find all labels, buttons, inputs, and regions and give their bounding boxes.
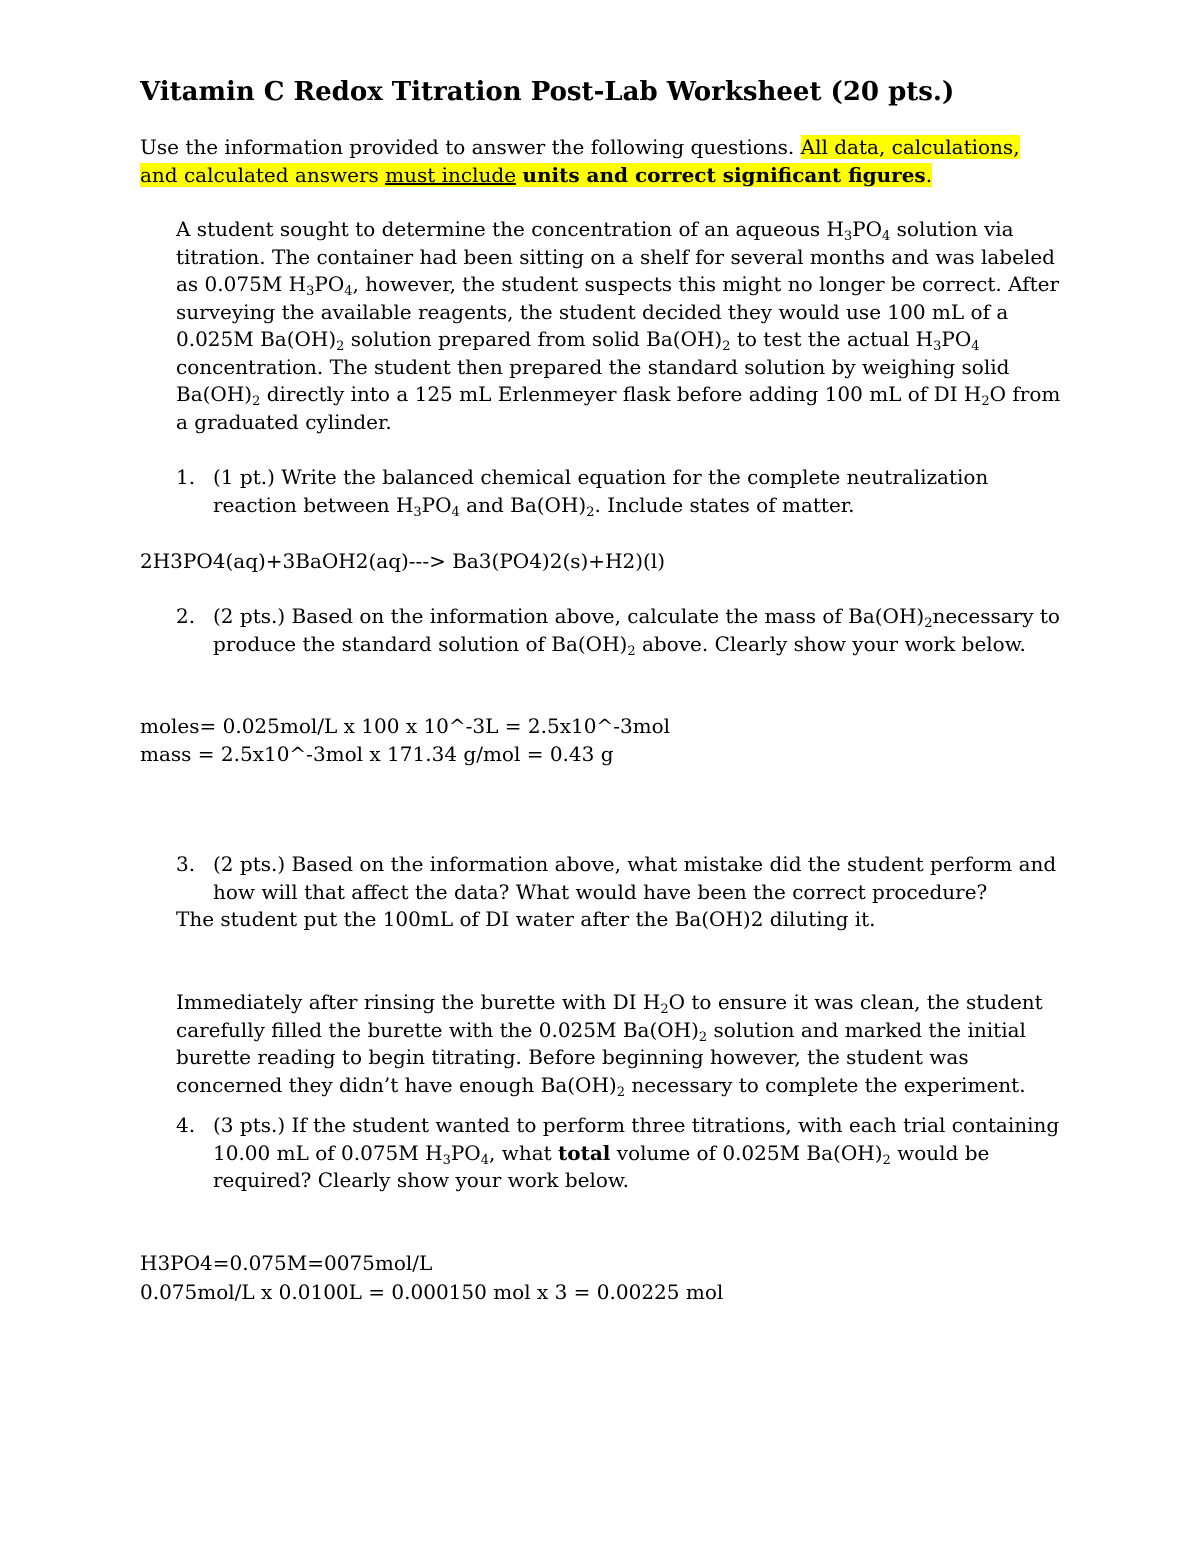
q4-text-1: (3 pts.) If the student wanted to perform three titrations, with each trial containing 10.00 mL of 0.075M H — [213, 1113, 1060, 1165]
para2-text-1: Immediately after rinsing the burette with DI H — [176, 990, 661, 1014]
answer-4-line-2: 0.075mol/L x 0.0100L = 0.000150 mol x 3 = 0.00225 mol — [140, 1280, 724, 1304]
subscript: 4 — [480, 1152, 489, 1168]
subscript: 3 — [843, 229, 853, 244]
page-title: Vitamin C Redox Titration Post-Lab Worksheet (20 pts.) — [140, 77, 955, 107]
intro-text-3: , however, the student suspects this might no longer be correct. After surveying the available reagents, the student decided they would use 100 mL of a 0.025M Ba(OH) — [176, 272, 1060, 351]
subscript: 2 — [336, 339, 345, 354]
subscript: 3 — [306, 284, 315, 299]
subscript: 2 — [981, 394, 990, 409]
q4-text-4: would be required? Clearly show your work below. — [213, 1140, 990, 1192]
intro-paragraph — [176, 216, 1062, 436]
formula-part: PO — [852, 217, 883, 241]
formula-part: PO — [421, 492, 452, 517]
subscript: 2 — [586, 504, 595, 520]
subscript: 3 — [442, 1152, 451, 1168]
q4-text-2: , what — [488, 1140, 559, 1165]
q2-text-1: (2 pts.) Based on the information above, calculate the mass of Ba(OH) — [213, 604, 925, 628]
question-1 — [176, 464, 1066, 519]
highlight-text-a: All data, calculations, and calculated answers — [140, 135, 1020, 187]
subscript: 2 — [924, 616, 933, 631]
question-number: 4. — [176, 1113, 196, 1137]
answer-4-line-1: H3PO4=0.075M=0075mol/L — [140, 1251, 433, 1275]
answer-1: 2H3PO4(aq)+3BaOH2(aq)---> Ba3(PO4)2(s)+H2)(l) — [140, 549, 666, 573]
instructions — [140, 134, 1060, 189]
subscript: 2 — [616, 1084, 625, 1100]
subscript: 3 — [413, 504, 422, 520]
answer-2-line-2: mass = 2.5x10^-3mol x 171.34 g/mol = 0.43 g — [140, 742, 614, 766]
para2-text-4: necessary to complete the experiment. — [624, 1072, 1026, 1097]
formula-part: PO — [941, 327, 972, 351]
burette-paragraph — [176, 989, 1056, 1099]
q2-text-3: above. Clearly show your work below. — [635, 631, 1026, 656]
instructions-text: Use the information provided to answer the following questions. — [140, 135, 801, 159]
answer-3: The student put the 100mL of DI water after the Ba(OH)2 diluting it. — [176, 907, 876, 931]
subscript: 3 — [933, 339, 942, 354]
subscript: 2 — [627, 643, 636, 659]
question-2 — [176, 603, 1066, 658]
question-4 — [176, 1112, 1066, 1195]
intro-text-8: O from a graduated cylinder. — [176, 382, 1061, 434]
highlight-period: . — [925, 162, 933, 187]
subscript: 2 — [698, 1029, 708, 1045]
q1-text-2: and Ba(OH) — [459, 492, 587, 517]
question-number: 3. — [176, 852, 196, 876]
intro-text-7: directly into a 125 mL Erlenmeyer flask before adding 100 mL of DI H — [260, 382, 982, 406]
subscript: 4 — [451, 504, 460, 520]
question-number: 2. — [176, 604, 196, 628]
subscript: 4 — [344, 284, 353, 299]
para2-text-2: O to ensure it was clean, the student carefully filled the burette with the 0.025M Ba(OH) — [176, 990, 1043, 1042]
intro-text-2: solution via titration. The container had been sitting on a shelf for several months and was labeled as 0.075M H — [176, 217, 1055, 296]
subscript: 2 — [722, 339, 731, 354]
question-2-text — [213, 603, 1066, 658]
highlight-bold: units and correct significant figures — [522, 162, 926, 187]
formula-part: PO — [450, 1140, 481, 1165]
intro-text-5: to test the actual H — [730, 327, 934, 351]
q2-text-2: necessary to produce the standard solution of Ba(OH) — [213, 604, 1060, 656]
para2-text-3: solution and marked the initial burette reading to begin titrating. Before beginning however, the student was concerned they didn’t have enough Ba(OH) — [176, 1017, 1026, 1097]
q1-text-1: (1 pt.) Write the balanced chemical equation for the complete neutralization reaction between H — [213, 465, 989, 517]
q4-bold-total: total — [558, 1140, 611, 1165]
subscript: 2 — [252, 394, 261, 409]
highlight-underlined: must include — [385, 162, 517, 187]
subscript: 4 — [971, 339, 980, 354]
intro-text-6: concentration. The student then prepared the standard solution by weighing solid Ba(OH) — [176, 354, 1010, 406]
subscript: 2 — [882, 1152, 891, 1168]
question-3 — [176, 851, 1066, 906]
intro-text-4: solution prepared from solid Ba(OH) — [344, 327, 723, 351]
question-1-text — [213, 464, 1066, 519]
subscript: 2 — [660, 1002, 669, 1017]
q1-text-3: . Include states of matter. — [594, 492, 855, 517]
q4-text-3: volume of 0.025M Ba(OH) — [610, 1140, 883, 1165]
question-4-text — [213, 1112, 1066, 1195]
answer-2-line-1: moles= 0.025mol/L x 100 x 10^-3L = 2.5x10^-3mol — [140, 714, 671, 738]
formula-part: PO — [314, 272, 345, 296]
intro-text-1: A student sought to determine the concentration of an aqueous H — [176, 217, 844, 241]
question-number: 1. — [176, 465, 196, 489]
subscript: 4 — [882, 229, 891, 244]
question-3-text: (2 pts.) Based on the information above, what mistake did the student perform and how will that affect the data? What would have been the correct procedure? — [213, 852, 1057, 904]
